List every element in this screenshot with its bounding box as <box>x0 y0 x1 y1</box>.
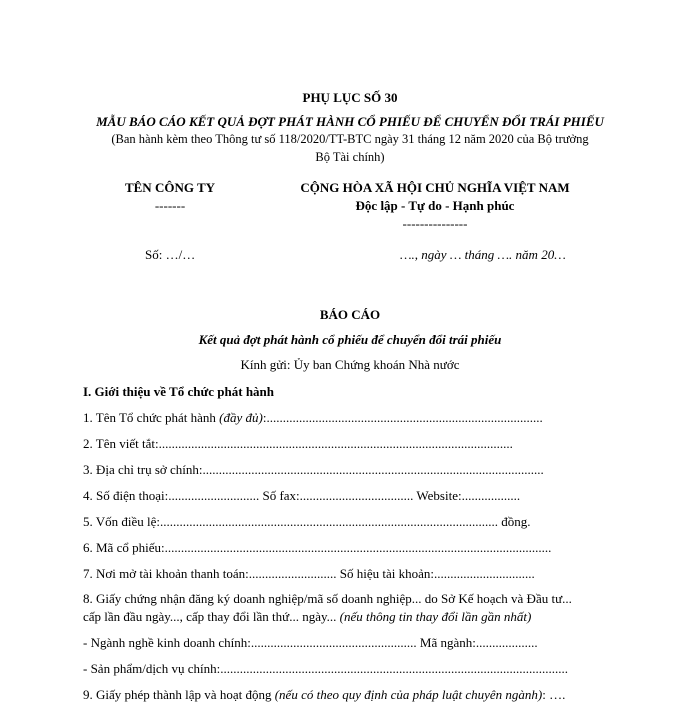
nation-name: CỘNG HÒA XÃ HỘI CHỦ NGHĨA VIỆT NAM <box>300 180 570 195</box>
item-stock-code: 6. Mã cổ phiếu:....................................................................................................................... <box>83 540 552 555</box>
item-charter-capital: 5. Vốn điều lệ:........................................................................................................ đồng. <box>83 514 531 529</box>
nation-underline: --------------- <box>402 216 468 231</box>
item-products: - Sản phẩm/dịch vụ chính:........................................................................................................... <box>83 661 568 676</box>
company-underline: ------- <box>154 198 186 213</box>
document-number: Số: …/… <box>145 247 196 262</box>
item-business-line: - Ngành nghề kinh doanh chính:................................................... Mã ngành:................... <box>83 635 538 650</box>
item-issuer-name-label: 1. Tên Tổ chức phát hành <box>83 410 220 425</box>
item-license-end: : …. <box>542 687 566 702</box>
report-title: BÁO CÁO <box>319 307 381 322</box>
item-license-text: 9. Giấy phép thành lập và hoạt động <box>83 687 275 702</box>
company-name: TÊN CÔNG TY <box>124 180 216 195</box>
item-bank-account: 7. Nơi mở tài khoản thanh toán:........................... Số hiệu tài khoản:............................... <box>83 566 535 581</box>
appendix-title: PHỤ LỤC SỐ 30 <box>302 90 398 105</box>
section-heading: I. Giới thiệu về Tổ chức phát hành <box>83 384 275 399</box>
item-business-registration-line1: 8. Giấy chứng nhận đăng ký doanh nghiệp/mã số doanh nghiệp... do Sở Kế hoạch và Đầu tư... <box>83 591 572 606</box>
date-place: …., ngày … tháng …. năm 20… <box>400 247 566 262</box>
item-business-registration-text: cấp lần đầu ngày..., cấp thay đổi lần thứ... ngày... <box>83 609 340 624</box>
item-business-registration-note: (nếu thông tin thay đổi lần gần nhất) <box>339 609 532 624</box>
item-business-registration-line2 <box>83 610 531 623</box>
item-issuer-name-dots: :..................................................................................... <box>262 410 543 425</box>
item-license-note: (nếu có theo quy định của pháp luật chuyên ngành) <box>274 687 543 702</box>
item-license <box>83 688 565 701</box>
report-recipient: Kính gửi: Ủy ban Chứng khoán Nhà nước <box>240 357 460 372</box>
issued-note-line1: (Ban hành kèm theo Thông tư số 118/2020/TT-BTC ngày 31 tháng 12 năm 2020 của Bộ trưởng <box>111 132 589 146</box>
form-title: MẪU BÁO CÁO KẾT QUẢ ĐỢT PHÁT HÀNH CỔ PHIẾU ĐỂ CHUYỂN ĐỔI TRÁI PHIẾU <box>96 114 604 129</box>
item-short-name: 2. Tên viết tắt:............................................................................................................. <box>83 436 513 451</box>
item-contact: 4. Số điện thoại:............................ Số fax:................................... Website:.................. <box>83 488 521 503</box>
issued-note-line2: Bộ Tài chính) <box>315 150 385 164</box>
item-issuer-name <box>83 411 543 424</box>
report-subtitle: Kết quả đợt phát hành cổ phiếu để chuyển đổi trái phiếu <box>198 332 502 347</box>
item-head-office: 3. Địa chỉ trụ sở chính:......................................................................................................... <box>83 462 544 477</box>
item-issuer-name-note: (đầy đủ) <box>219 410 263 425</box>
nation-motto: Độc lập - Tự do - Hạnh phúc <box>355 198 515 213</box>
